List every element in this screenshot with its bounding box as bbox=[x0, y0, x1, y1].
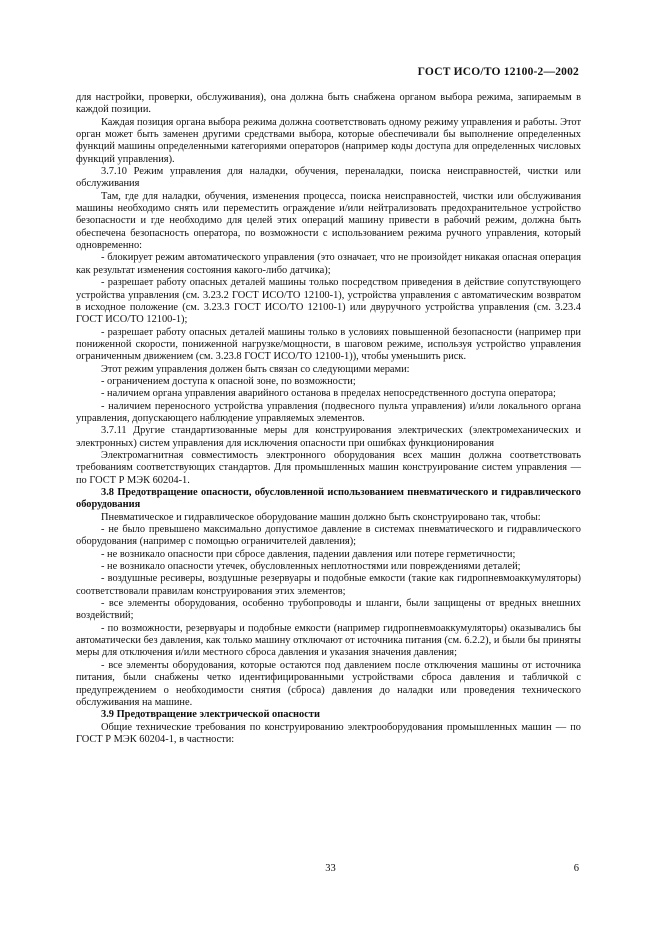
paragraph: 3.7.10 Режим управления для наладки, обучения, переналадки, поиска неисправностей, чистки или обслуживания bbox=[76, 166, 581, 190]
document-header: ГОСТ ИСО/ТО 12100-2—2002 bbox=[417, 66, 579, 78]
document-body bbox=[76, 92, 581, 746]
sheet-number: 6 bbox=[573, 863, 579, 874]
paragraph: Электромагнитная совместимость электронного оборудования всех машин должна соответствовать требованиям соответствующих стандартов. Для промышленных машин конструирование систем управления — по ГОСТ Р МЭК 60204-1. bbox=[76, 449, 581, 486]
paragraph: - не было превышено максимально допустимое давление в системах пневматического и гидравлического оборудования (например с помощью ограничителей давления); bbox=[76, 524, 581, 548]
paragraph: - не возникало опасности при сбросе давления, падении давления или потере герметичности; bbox=[101, 548, 516, 560]
section-heading: 3.8 Предотвращение опасности, обусловленной использованием пневматического и гидравлического оборудования bbox=[76, 487, 581, 511]
paragraph: - разрешает работу опасных деталей машины только посредством приведения в действие сопутствующего устройства управления (см. 3.23.2 ГОСТ ИСО/ТО 12100-1), устройства управления с автоматическим возвратом в исходное положение (см. 3.23.3 ГОСТ ИСО/ТО 12100-1) или двуручного устройства управления (см. 3.23.4 ГОСТ ИСО/ТО 12100-1); bbox=[76, 277, 581, 326]
paragraph: - блокирует режим автоматического управления (это означает, что не произойдет никакая опасная операция как результат изменения состояния какого-либо датчика); bbox=[76, 252, 581, 276]
paragraph: - наличием переносного устройства управления (подвесного пульта управления) и/или локального органа управления, допускающего наблюдение управляемых элементов. bbox=[76, 400, 581, 424]
paragraph: Там, где для наладки, обучения, изменения процесса, поиска неисправностей, чистки или обслуживания машины необходимо снять или переместить ограждение и/или нейтрализовать предохранительное устройство безопасности и где необходимо для целей этих операций машину привести в рабочий режим, должна быть обеспечена безопасность оператора, по возможности с использованием режима ручного управления, который одновременно: bbox=[76, 190, 581, 252]
paragraph: 3.7.11 Другие стандартизованные меры для конструирования электрических (электромеханических и электронных) систем управления для исключения опасности при ошибках функционирования bbox=[76, 425, 581, 449]
paragraph: - воздушные ресиверы, воздушные резервуары и подобные емкости (такие как гидропневмоаккумуляторы) соответствовали правилам конструирования этих элементов; bbox=[76, 573, 581, 597]
paragraph: Этот режим управления должен быть связан со следующими мерами: bbox=[101, 363, 410, 375]
page-number: 33 bbox=[325, 863, 336, 874]
paragraph: Каждая позиция органа выбора режима должна соответствовать одному режиму управления и работы. Этот орган может быть заменен другими средствами выбора, которые обеспечивали бы выполнение определенных функций машины определенными категориями операторов (например коды доступа для определенных числовых функций управления). bbox=[76, 116, 581, 165]
paragraph: - наличием органа управления аварийного останова в пределах непосредственного доступа оператора; bbox=[101, 388, 556, 400]
paragraph: - разрешает работу опасных деталей машины только в условиях повышенной безопасности (например при пониженной скорости, пониженной нагрузке/мощности, в шаговом режиме, используя устройство управления ограниченным движением (см. 3.23.8 ГОСТ ИСО/ТО 12100-1)), чтобы уменьшить риск. bbox=[76, 326, 581, 363]
paragraph: для настройки, проверки, обслуживания), она должна быть снабжена органом выбора режима, запираемым в каждой позиции. bbox=[76, 92, 581, 116]
paragraph: - не возникало опасности утечек, обусловленных неплотностями или повреждениями деталей; bbox=[101, 561, 521, 573]
paragraph: Общие технические требования по конструированию электрооборудования промышленных машин — по ГОСТ Р МЭК 60204-1, в частности: bbox=[76, 721, 581, 745]
section-heading: 3.9 Предотвращение электрической опасности bbox=[101, 709, 320, 721]
paragraph: - по возможности, резервуары и подобные емкости (например гидропневмоаккумуляторы) оказывались бы автоматически без давления, как только машину отключают от источника питания (см. 6.2.2), и были бы приняты меры для отключения и/или местного сброса давления и указания значения давления; bbox=[76, 622, 581, 659]
paragraph: Пневматическое и гидравлическое оборудование машин должно быть сконструировано так, чтобы: bbox=[101, 511, 541, 523]
paragraph: - все элементы оборудования, которые остаются под давлением после отключения машины от источника питания, были снабжены четко идентифицированными устройствами сброса давления и табличкой с предупреждением о необходимости снятия (сброса) давления до наладки или проведения технического обслуживания на машине. bbox=[76, 659, 581, 708]
paragraph: - все элементы оборудования, особенно трубопроводы и шланги, были защищены от вредных внешних воздействий; bbox=[76, 598, 581, 622]
paragraph: - ограничением доступа к опасной зоне, по возможности; bbox=[101, 375, 356, 387]
